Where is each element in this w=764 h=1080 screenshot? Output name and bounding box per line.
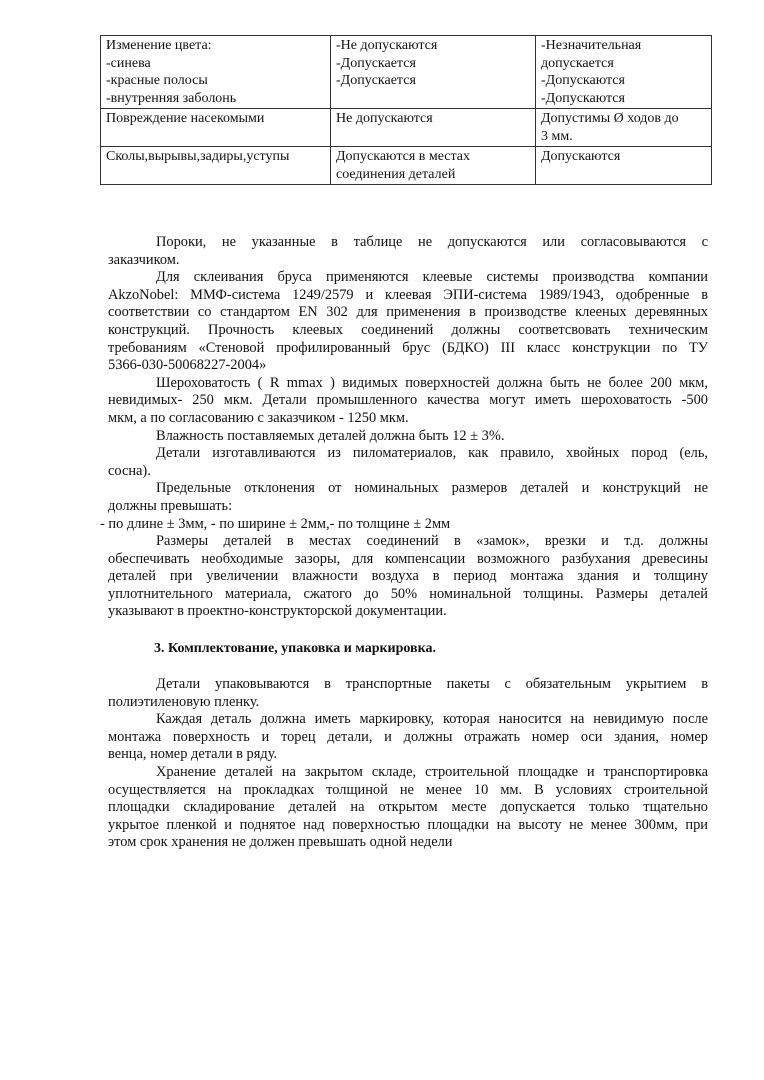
paragraph [108,711,708,764]
table-cell [331,147,536,185]
table-cell [101,36,331,109]
table-cell [536,109,712,147]
paragraph-line: указывают в проектно-конструкторской документации. [108,603,447,620]
paragraph [108,533,708,621]
paragraph-line: 5366-030-50068227-2004» [108,357,267,374]
paragraph-line: осуществляется на прокладках толщиной не менее 10 мм. В условиях строительной [108,781,708,798]
table-cell [331,36,536,109]
paragraph-line: мкм, а по согласованию с заказчиком - 1250 мкм. [108,409,409,426]
paragraph-line: требованиям «Стеновой профилированный брус (БДКО) III класс конструкции по ТУ [108,339,708,356]
paragraph-line: Предельные отклонения от номинальных размеров деталей и конструкций не [156,480,708,497]
paragraph-line: Размеры деталей в местах соединений в «замок», врезки и т.д. должны [156,533,708,550]
cell-line: Изменение цвета: [106,38,212,53]
paragraph-line: Детали упаковываются в транспортные пакеты с обязательным укрытием в [156,676,708,692]
cell-line: Не допускаются [336,111,433,126]
paragraph-line: должны превышать: [108,497,233,514]
paragraph-line: соответствии со стандартом EN 302 для применения в производстве клееных деревянных [108,304,708,321]
cell-line: 3 мм. [541,128,573,144]
paragraph [108,764,708,852]
paragraph-line: деталей при увеличении влажности воздуха в период монтажа здания и толщину [108,568,708,585]
paragraph-line: венца, номер детали в ряду. [108,746,278,763]
cell-line: Допустимы Ø ходов до [541,111,679,126]
paragraph-line: обеспечивать необходимые зазоры, для компенсации возможного разбухания древесины [108,550,708,567]
table-cell [101,109,331,147]
paragraph [108,269,708,375]
cell-line: -внутренняя заболонь [106,90,237,106]
defects-table [100,35,712,185]
paragraph [108,480,708,515]
cell-line: -Допускается [336,73,416,88]
table-cell [101,147,331,185]
paragraph-line: этом срок хранения не должен превышать одной недели [108,834,453,851]
paragraph-line: Хранение деталей на закрытом складе, строительной площадке и транспортировка [156,763,708,780]
paragraph [100,516,708,534]
paragraph-line: уплотнительного материала, сжатого до 50% номинальной толщины. Размеры деталей [108,585,708,602]
paragraph-line: Пороки, не указанные в таблице не допускаются или согласовываются с [156,234,708,250]
paragraph-line: - по длине ± 3мм, - по ширине ± 2мм,- по толщине ± 2мм [100,515,451,532]
paragraph-line: монтажа поверхность и торец детали, и должны отражать номер оси здания, номер [108,728,708,745]
paragraph-line: невидимых- 250 мкм. Детали промышленного качества могут иметь шероховатость -500 [108,392,708,409]
defects-table-body [101,36,712,185]
cell-line: -Допускаются [541,73,625,88]
cell-line: соединения деталей [336,166,456,182]
table-cell [536,36,712,109]
paragraph-line: Влажность поставляемых деталей должна быть 12 ± 3%. [156,427,505,444]
paragraph [108,234,708,269]
table-cell [536,147,712,185]
body-text-block-1 [100,234,708,621]
paragraph-line: Каждая деталь должна иметь маркировку, которая наносится на невидимую после [156,711,708,728]
paragraph-line: укрытое пленкой и поднятое над поверхностью площадки на высоту не менее 300мм, при [108,816,708,833]
section-heading: 3. Комплектование, упаковка и маркировка. [154,641,436,656]
cell-line: -Допускается [336,55,416,71]
table-cell [331,109,536,147]
cell-line: Повреждение насекомыми [106,111,265,126]
cell-line: -Не допускаются [336,38,438,53]
paragraph-line: Детали изготавливаются из пиломатериалов, как правило, хвойных пород (ель, [156,445,708,462]
cell-line: -Допускаются [541,90,625,106]
cell-line: -красные полосы [106,73,208,88]
cell-line: -синева [106,55,151,71]
table-row [101,147,712,185]
cell-line: допускается [541,55,614,71]
table-row [101,36,712,109]
table-row [101,109,712,147]
paragraph-line: Шероховатость ( R mmax ) видимых поверхностей должна быть не более 200 мкм, [156,374,708,391]
cell-line: Допускаются [541,149,621,164]
cell-line: Сколы,вырывы,задиры,уступы [106,149,290,164]
paragraph [108,375,708,428]
paragraph-line: заказчиком. [108,251,180,268]
paragraph-line: Для склеивания бруса применяются клеевые системы производства компании [156,269,708,286]
paragraph-line: AkzoNobel: ММФ-система 1249/2579 и клеевая ЭПИ-система 1989/1943, одобренные в [108,286,708,303]
paragraph [108,428,708,446]
paragraph [108,445,708,480]
cell-line: -Незначительная [541,38,642,53]
paragraph-line: полиэтиленовую пленку. [108,693,260,710]
paragraph-line: конструкций. Прочность клеевых соединений должны соответсвовать техническим [108,321,708,338]
paragraph-line: площадки складирование деталей на открытом месте допускается только тщательно [108,799,708,816]
body-text-block-2 [108,676,708,852]
cell-line: Допускаются в местах [336,149,471,164]
paragraph-line: сосна). [108,462,151,479]
paragraph [108,676,708,711]
